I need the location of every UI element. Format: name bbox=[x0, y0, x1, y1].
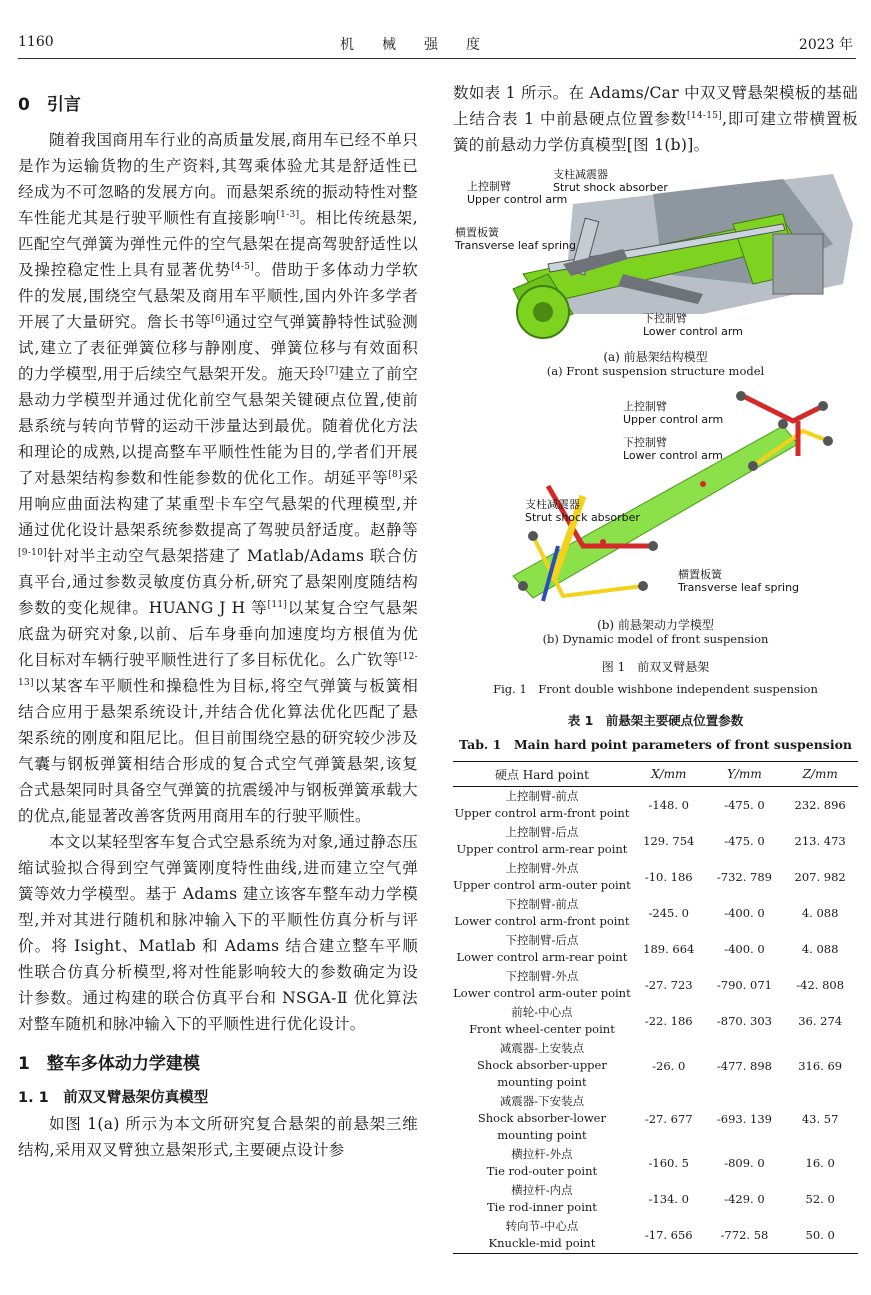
hard-point-en: Front wheel-center point bbox=[469, 1022, 615, 1036]
x-cell: -148. 0 bbox=[648, 798, 689, 812]
hard-point-en: Shock absorber-lower mounting point bbox=[477, 1111, 606, 1142]
x-cell: -22. 186 bbox=[644, 1014, 693, 1028]
fig1a-upper-en: Upper control arm bbox=[467, 193, 568, 206]
col-header-hard-point: 硬点 Hard point bbox=[453, 762, 631, 787]
table-header-row bbox=[453, 762, 858, 787]
hard-point-cn: 下控制臂-后点 bbox=[505, 933, 579, 947]
fig1b-caption-en: (b) Dynamic model of front suspension bbox=[542, 632, 769, 646]
hard-point-en: Upper control arm-rear point bbox=[456, 842, 628, 856]
y-cell: -870. 303 bbox=[716, 1014, 772, 1028]
hard-point-cell bbox=[453, 1217, 631, 1254]
fig1a-strut-cn: 支柱减震器 bbox=[553, 168, 608, 181]
hard-point-cell bbox=[453, 1039, 631, 1092]
col-header-z: Z/mm bbox=[782, 762, 858, 787]
x-cell: -17. 656 bbox=[631, 1217, 707, 1254]
y-cell: -732. 789 bbox=[716, 870, 772, 884]
z-cell: 207. 982 bbox=[794, 870, 846, 884]
fig1b-leaf-en: Transverse leaf spring bbox=[678, 581, 800, 594]
hard-point-cn: 下控制臂-前点 bbox=[505, 897, 579, 911]
section-1-1-paragraph: 如图 1(a) 所示为本文所研究复合悬架的前悬架三维结构,采用双叉臂独立悬架形式,主要硬点设计参 bbox=[18, 1115, 418, 1159]
table-row bbox=[453, 931, 858, 967]
hard-point-en: Tie rod-outer point bbox=[486, 1164, 598, 1178]
section-1-1-paragraph-cont: 数如表 1 所示。在 Adams/Car 中双叉臂悬架模板的基础上结合表 1 中前悬硬点位置参数[14-15],即可建立带横置板簧的前悬动力学仿真模型[图 1(b)]。 bbox=[453, 84, 858, 154]
hard-point-cn: 上控制臂-外点 bbox=[505, 861, 579, 875]
y-cell: -790. 071 bbox=[716, 978, 772, 992]
z-cell: 36. 274 bbox=[798, 1014, 843, 1028]
journal-title: 机 械 强 度 bbox=[340, 37, 480, 53]
figure-1-caption-cn: 图 1 前双叉臂悬架 bbox=[601, 660, 710, 674]
y-cell: -772. 58 bbox=[707, 1217, 783, 1254]
x-cell: -134. 0 bbox=[648, 1192, 689, 1206]
x-cell: -27. 723 bbox=[644, 978, 693, 992]
table-row bbox=[453, 1092, 858, 1145]
hard-point-en: Lower control arm-front point bbox=[454, 914, 630, 928]
x-cell: -27. 677 bbox=[644, 1111, 693, 1126]
z-cell: 50. 0 bbox=[782, 1217, 858, 1254]
hard-point-cn: 上控制臂-前点 bbox=[505, 789, 579, 803]
fig1b-lower-cn: 下控制臂 bbox=[623, 436, 667, 449]
x-cell: 189. 664 bbox=[643, 942, 695, 956]
hard-point-cell bbox=[453, 1003, 631, 1039]
y-cell: -475. 0 bbox=[724, 834, 765, 848]
intro-paragraph-1: 随着我国商用车行业的高质量发展,商用车已经不单只是作为运输货物的生产资料,其驾乘体验尤其是舒适性已经成为不可忽略的发展方向。而悬架系统的振动特性对整车性能尤其是行驶平顺性有直接影响[1-3]。相比传统悬架,匹配空气弹簧为弹性元件的空气悬架在提高驾驶舒适性以及操控稳定性上具有显著优势[4-5]。借助于多体动力学软件的发展,围绕空气悬架及商用车平顺性,国内外许多学者开展了大量研究。詹长书等[6]通过空气弹簧静特性试验测试,建立了表征弹簧位移与静刚度、弹簧位移与有效面积的力学模型,用于后续空气悬架开发。施天玲[7]建立了前空悬动力学模型并通过优化前空气悬架关键硬点位置,使前悬系统与转向节臂的运动干涉量达到最优。随着优化方法和理论的成熟,以提高整车平顺性性能为目的,学者们开展了对悬架结构参数和性能参数的优化工作。胡延平等[8]采用响应曲面法构建了某重型卡车空气悬架的代理模型,并通过优化设计悬架系统参数提高了驾驶员舒适度。赵静等[9-10]针对半主动空气悬架搭建了 Matlab/Adams 联合仿真平台,通过参数灵敏度仿真分析,研究了悬架刚度随结构参数的变化规律。HUANG J H 等[11]以某复合空气悬架底盘为研究对象,以前、后车身垂向加速度均方根值为优化目标对车辆行驶平顺性进行了多目标优化。么广钦等[12-13]以某客车平顺性和操稳性为目标,将空气弹簧与板簧相结合应用于悬架系统设计,并结合优化算法优化匹配了悬架系统的刚度和阻尼比。但目前围绕空悬的研究较少涉及气囊与钢板弹簧相结合形成的复合式空气弹簧悬架,该复合式悬架同时具备空气弹簧的抗震缓冲与钢板弹簧承载大的优点,能显著改善客货两用商用车的行驶平顺性。 bbox=[18, 131, 418, 825]
table-row bbox=[453, 859, 858, 895]
fig1b-lower-en: Lower control arm bbox=[623, 449, 723, 462]
hard-point-en: Tie rod-inner point bbox=[486, 1200, 597, 1214]
fig1a-lower-en: Lower control arm bbox=[643, 325, 743, 338]
fig1a-caption-en: (a) Front suspension structure model bbox=[546, 364, 765, 378]
table-row bbox=[453, 787, 858, 824]
col-header-x: X/mm bbox=[631, 762, 707, 787]
y-cell: -809. 0 bbox=[724, 1156, 765, 1170]
table-1-title-en: Tab. 1 Main hard point parameters of front suspension bbox=[458, 737, 853, 752]
fig1b-strut-cn: 支柱减震器 bbox=[525, 498, 580, 511]
table-row bbox=[453, 1145, 858, 1181]
z-cell: 4. 088 bbox=[801, 906, 839, 920]
col-header-y: Y/mm bbox=[707, 762, 783, 787]
z-cell: 52. 0 bbox=[805, 1192, 835, 1206]
table-row bbox=[453, 823, 858, 859]
intro-paragraph-2: 本文以某轻型客车复合式空悬系统为对象,通过静态压缩试验拟合得到空气弹簧刚度特性曲线,进而建立空气弹簧等效力学模型。基于 Adams 建立该客车整车动力学模型,并对其进行随机和脉冲输入下的平顺性仿真分析与评价。将 Isight、Matlab 和 Adams 结合建立整车平顺性联合仿真分析模型,将对性能影响较大的参数确定为设计参数。通过构建的联合仿真平台和 NSGA-Ⅱ 优化算法对整车随机和脉冲输入下的平顺性进行优化设计。 bbox=[18, 833, 418, 1033]
fig1a-leaf-en: Transverse leaf spring bbox=[455, 239, 577, 252]
hard-point-cn: 前轮-中心点 bbox=[511, 1005, 573, 1019]
x-cell: 129. 754 bbox=[643, 834, 695, 848]
fig1a-lower-cn: 下控制臂 bbox=[643, 312, 687, 325]
x-cell: -245. 0 bbox=[648, 906, 689, 920]
hard-point-table bbox=[453, 761, 858, 1254]
fig1b-upper-en: Upper control arm bbox=[623, 413, 724, 426]
header-rule bbox=[18, 58, 856, 59]
hard-point-en: Upper control arm-front point bbox=[454, 806, 630, 820]
fig1a-caption-cn: (a) 前悬架结构模型 bbox=[603, 350, 708, 364]
hard-point-cn: 横拉杆-内点 bbox=[511, 1183, 573, 1197]
table-1-title-cn: 表 1 前悬架主要硬点位置参数 bbox=[567, 713, 744, 728]
y-cell: -693. 139 bbox=[716, 1111, 772, 1126]
section-1-1-heading: 1. 1 前双叉臂悬架仿真模型 bbox=[18, 1090, 209, 1106]
figure-1-caption-en: Fig. 1 Front double wishbone independent suspension bbox=[493, 682, 818, 696]
z-cell: 232. 896 bbox=[794, 798, 846, 812]
fig1b-strut-en: Strut shock absorber bbox=[525, 511, 640, 524]
hard-point-en: Lower control arm-outer point bbox=[453, 986, 631, 1000]
page-number: 1160 bbox=[18, 34, 54, 50]
y-cell: -477. 898 bbox=[716, 1058, 772, 1073]
section-0-heading: 0 引言 bbox=[18, 95, 81, 115]
y-cell: -429. 0 bbox=[724, 1192, 765, 1206]
section-1-heading: 1 整车多体动力学建模 bbox=[18, 1054, 200, 1074]
hard-point-cn: 减震器-上安装点 bbox=[499, 1041, 585, 1055]
hard-point-cell bbox=[453, 823, 631, 859]
hard-point-cell bbox=[453, 895, 631, 931]
hard-point-en: Shock absorber-upper mounting point bbox=[477, 1058, 607, 1089]
x-cell: -10. 186 bbox=[644, 870, 693, 884]
hard-point-cell bbox=[453, 1181, 631, 1217]
fig1a-upper-cn: 上控制臂 bbox=[467, 180, 511, 193]
z-cell: -42. 808 bbox=[796, 978, 845, 992]
hard-point-cn: 减震器-下安装点 bbox=[499, 1094, 585, 1108]
table-row bbox=[453, 1181, 858, 1217]
table-row bbox=[453, 967, 858, 1003]
table-row bbox=[453, 895, 858, 931]
z-cell: 4. 088 bbox=[801, 942, 839, 956]
fig1b-leaf-cn: 横置板簧 bbox=[678, 568, 722, 581]
x-cell: -26. 0 bbox=[652, 1058, 686, 1073]
table-row bbox=[453, 1003, 858, 1039]
hard-point-cell bbox=[453, 859, 631, 895]
year: 2023 年 bbox=[798, 37, 853, 53]
hard-point-cell bbox=[453, 931, 631, 967]
hard-point-cell bbox=[453, 1145, 631, 1181]
hard-point-cell bbox=[453, 787, 631, 824]
hard-point-cn: 上控制臂-后点 bbox=[505, 825, 579, 839]
hard-point-en: Upper control arm-outer point bbox=[453, 878, 631, 892]
hard-point-en: Lower control arm-rear point bbox=[456, 950, 628, 964]
hard-point-cn: 下控制臂-外点 bbox=[505, 969, 579, 983]
fig1a-leaf-cn: 横置板簧 bbox=[455, 226, 499, 239]
hard-point-cell bbox=[453, 1092, 631, 1145]
figure-1a bbox=[453, 164, 858, 382]
fig1b-upper-cn: 上控制臂 bbox=[623, 400, 667, 413]
figure-1b bbox=[453, 386, 858, 650]
right-column bbox=[453, 80, 858, 1254]
z-cell: 16. 0 bbox=[805, 1156, 835, 1170]
left-column bbox=[18, 80, 418, 1163]
z-cell: 213. 473 bbox=[794, 834, 846, 848]
hard-point-cn: 横拉杆-外点 bbox=[511, 1147, 573, 1161]
z-cell: 316. 69 bbox=[798, 1058, 843, 1073]
hard-point-cell bbox=[453, 967, 631, 1003]
table-row bbox=[453, 1217, 858, 1254]
y-cell: -400. 0 bbox=[724, 906, 765, 920]
fig1a-strut-en: Strut shock absorber bbox=[553, 181, 668, 194]
hard-point-en: Knuckle-mid point bbox=[488, 1236, 596, 1250]
fig1b-caption-cn: (b) 前悬架动力学模型 bbox=[597, 618, 714, 632]
table-row bbox=[453, 1039, 858, 1092]
y-cell: -475. 0 bbox=[724, 798, 765, 812]
hard-point-cn: 转向节-中心点 bbox=[505, 1219, 579, 1233]
y-cell: -400. 0 bbox=[724, 942, 765, 956]
z-cell: 43. 57 bbox=[801, 1111, 839, 1126]
x-cell: -160. 5 bbox=[648, 1156, 689, 1170]
